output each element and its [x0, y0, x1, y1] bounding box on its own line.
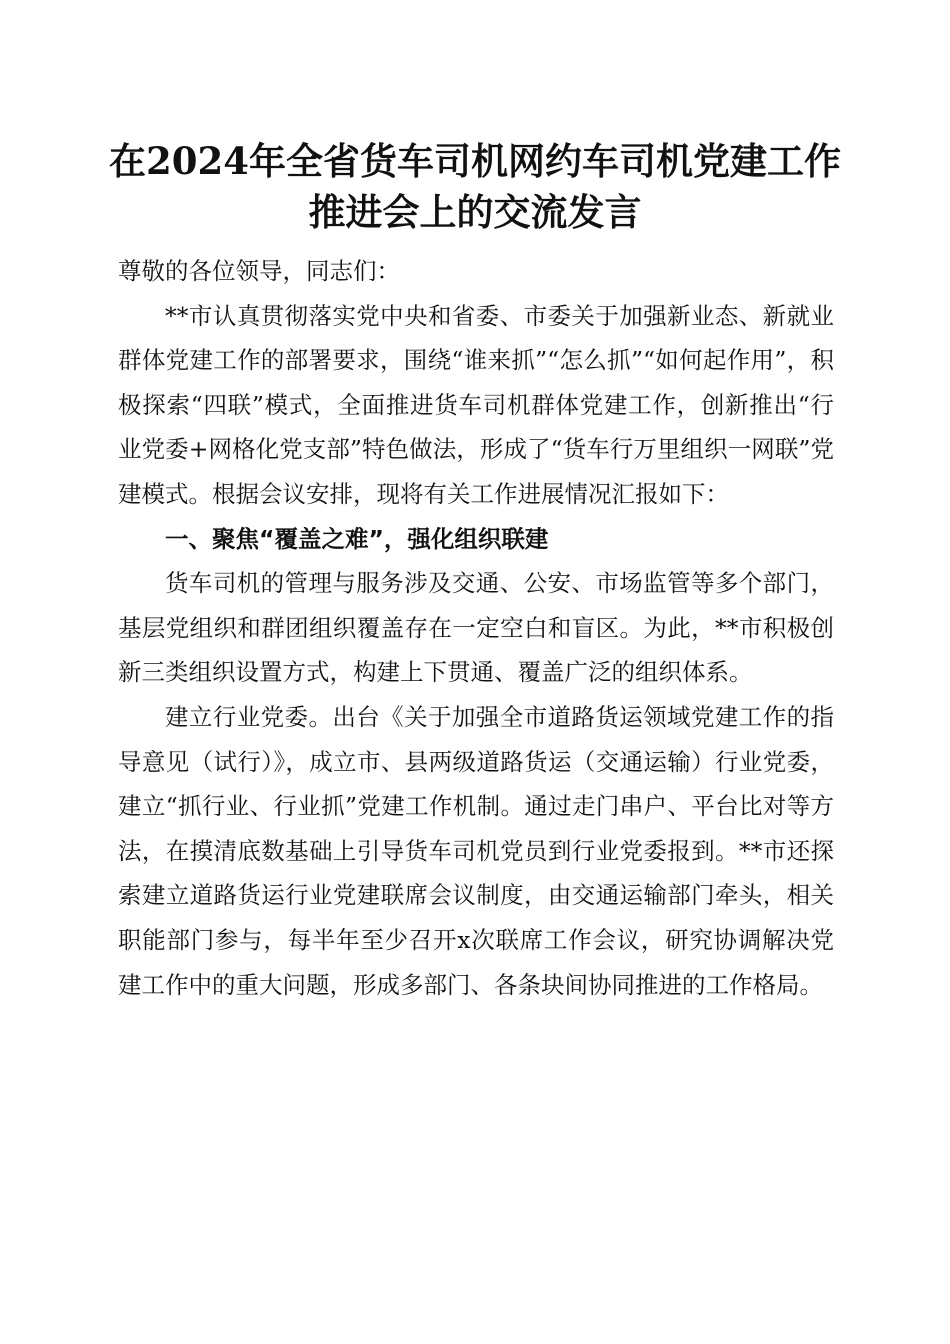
section-heading-1: 一、聚焦“覆盖之难”，强化组织联建 — [165, 524, 549, 553]
paragraph-industry-committee: 建立行业党委。出台《关于加强全市道路货运领域党建工作的指导意见（试行）》，成立市、县两级道路货运（交通运输）行业党委，建立“抓行业、行业抓”党建工作机制。通过走门串户、平台比对等方法，在摸清底数基础上引导货车司机党员到行业党委报到。**市还探索建立道路货运行业党建联席会议制度，由交通运输部门牵头，相关职能部门参与，每半年至少召开x次联席工作会议，研究协调解决党建工作中的重大问题，形成多部门、各条块间协同推进的工作格局。 — [118, 702, 834, 999]
title-line-2: 推进会上的交流发言 — [308, 190, 642, 234]
paragraph-coverage: 货车司机的管理与服务涉及交通、公安、市场监管等多个部门，基层党组织和群团组织覆盖存在一定空白和盲区。为此，**市积极创新三类组织设置方式，构建上下贯通、覆盖广泛的组织体系。 — [118, 569, 834, 687]
document-body — [118, 249, 834, 1007]
salutation: 尊敬的各位领导，同志们： — [118, 257, 400, 285]
paragraph-intro: **市认真贯彻落实党中央和省委、市委关于加强新业态、新就业群体党建工作的部署要求，围绕“谁来抓”“怎么抓”“如何起作用”，积极探索“四联”模式，全面推进货车司机群体党建工作，创新推出“行业党委+网格化党支部”特色做法，形成了“货车行万里组织一网联”党建模式。根据会议安排，现将有关工作进展情况汇报如下： — [118, 301, 834, 508]
title-line-1: 在2024年全省货车司机网约车司机党建工作 — [109, 139, 841, 183]
document-title — [60, 136, 890, 238]
